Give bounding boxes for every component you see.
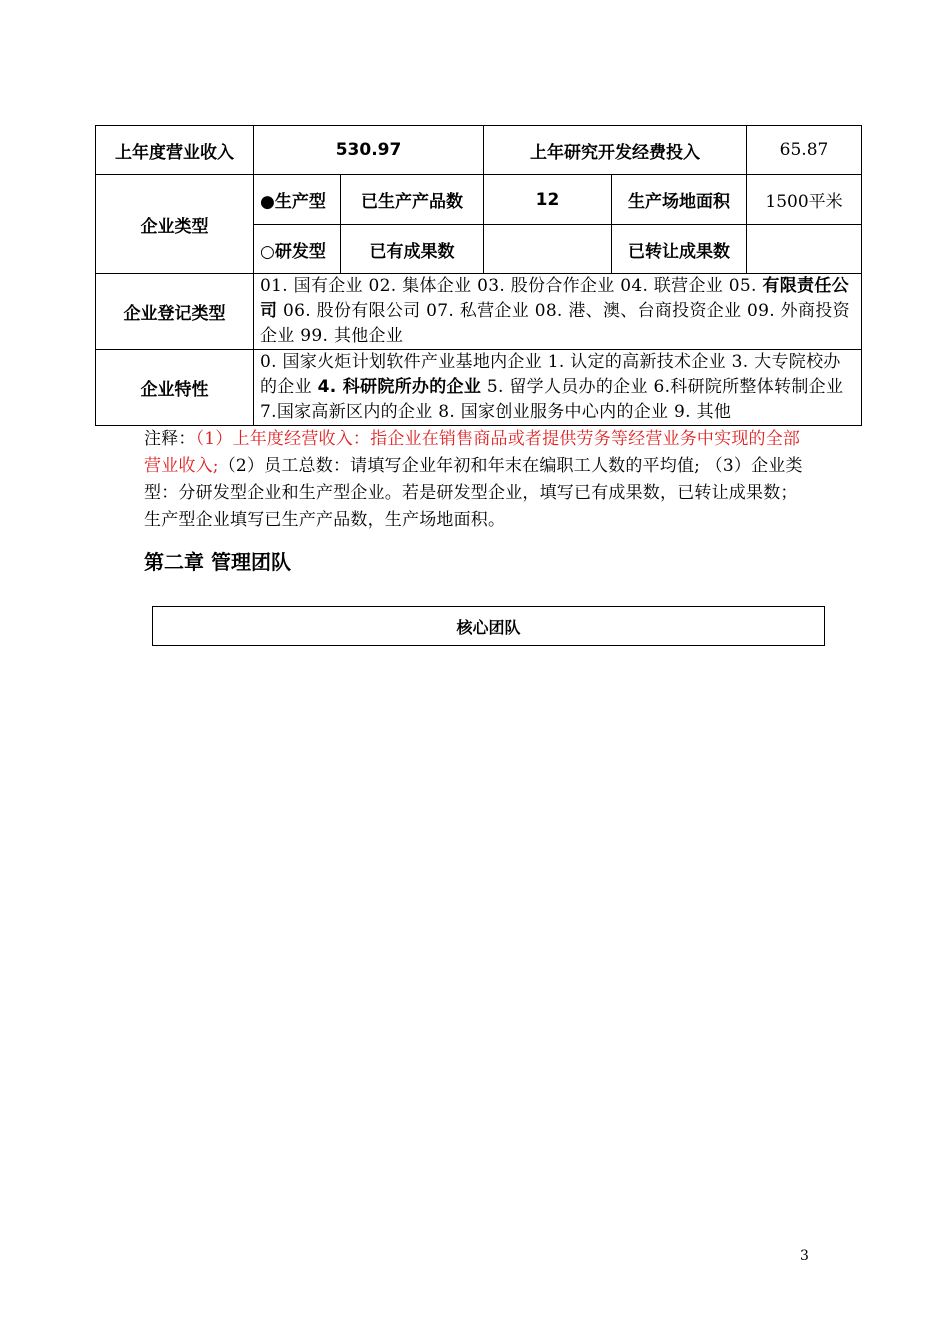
- production-area-label: 生产场地面积: [612, 175, 747, 225]
- production-type-row: [96, 175, 862, 225]
- registration-options-part1: 01. 国有企业 02. 集体企业 03. 股份合作企业 04. 联营企业 05.: [260, 276, 763, 296]
- page-number: 3: [800, 1248, 809, 1264]
- registration-type-options: [254, 274, 862, 350]
- registration-options-part2: 06. 股份有限公司 07. 私营企业 08. 港、澳、台商投资企业 09. 外商投资企业 99. 其他企业: [260, 301, 850, 346]
- production-area-value: 1500平米: [747, 175, 862, 225]
- results-count-label: 已有成果数: [341, 225, 484, 274]
- registration-selected-option: 有限责任公司: [260, 276, 849, 321]
- characteristics-label: 企业特性: [96, 350, 254, 426]
- notes-paragraph: [144, 426, 814, 534]
- products-count-label: 已生产产品数: [341, 175, 484, 225]
- revenue-label: 上年度营业收入: [96, 126, 254, 175]
- revenue-row: [96, 126, 862, 175]
- transferred-results-value: [747, 225, 862, 274]
- enterprise-info-table: [95, 125, 862, 426]
- production-type-option: ●生产型: [254, 175, 341, 225]
- products-count-value: 12: [484, 175, 612, 225]
- characteristics-row: [96, 350, 862, 426]
- rd-type-option: ○研发型: [254, 225, 341, 274]
- revenue-value: 530.97: [254, 126, 484, 175]
- enterprise-type-label: 企业类型: [96, 175, 254, 274]
- registration-type-label: 企业登记类型: [96, 274, 254, 350]
- results-count-value: [484, 225, 612, 274]
- core-team-label: 核心团队: [456, 617, 521, 637]
- rd-investment-value: 65.87: [747, 126, 862, 175]
- characteristics-selected-option: 4. 科研院所办的企业: [317, 377, 482, 397]
- notes-rest: （2）员工总数：请填写企业年初和年末在编职工人数的平均值; （3）企业类型：分研发型企业和生产型企业。若是研发型企业，填写已有成果数，已转让成果数；生产型企业填写已生产产品数，生产场地面积。: [144, 456, 803, 530]
- characteristics-options-part1: 0. 国家火炬计划软件产业基地内企业 1. 认定的高新技术企业 3. 大专院校办的企业: [260, 352, 841, 397]
- rd-investment-label: 上年研究开发经费投入: [484, 126, 747, 175]
- notes-prefix: 注释：: [144, 429, 196, 449]
- chapter-title: 第二章 管理团队: [144, 550, 291, 574]
- notes-red-text: （1）上年度经营收入：指企业在销售商品或者提供劳务等经营业务中实现的全部营业收入;: [144, 429, 801, 476]
- transferred-results-label: 已转让成果数: [612, 225, 747, 274]
- registration-type-row: [96, 274, 862, 350]
- characteristics-options: [254, 350, 862, 426]
- core-team-header: [152, 606, 825, 646]
- characteristics-options-part2: 5. 留学人员办的企业 6.科研院所整体转制企业 7.国家高新区内的企业 8. 国家创业服务中心内的企业 9. 其他: [260, 377, 844, 422]
